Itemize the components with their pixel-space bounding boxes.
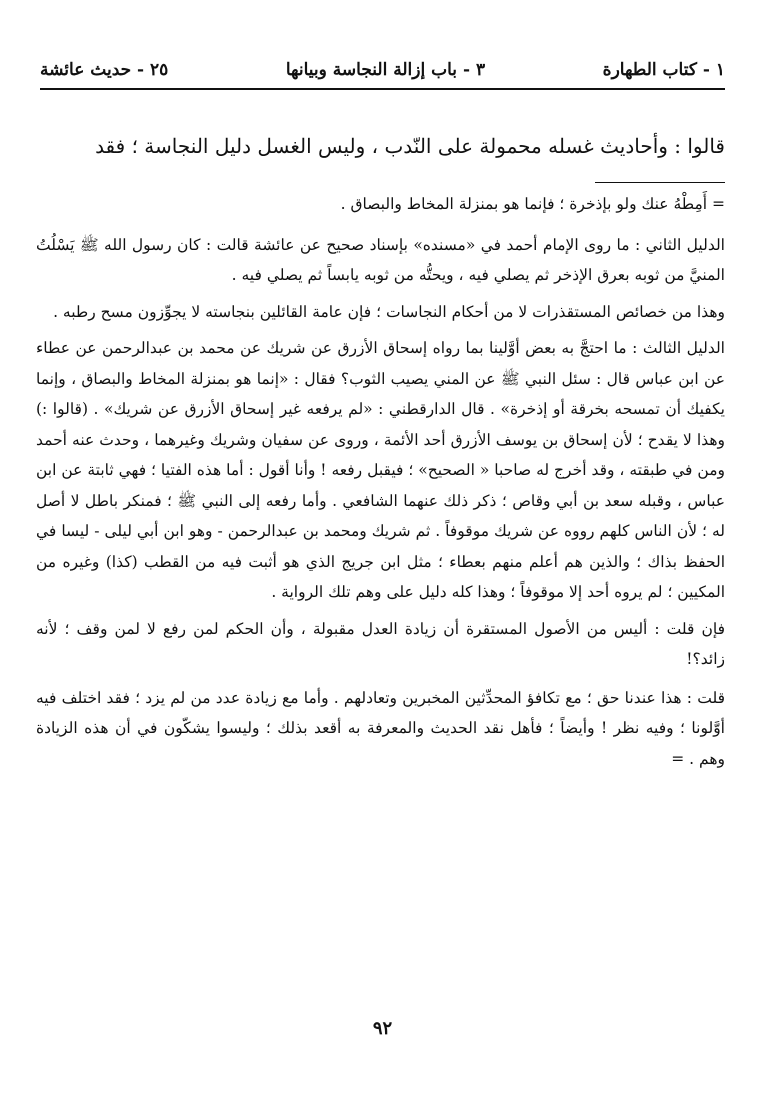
footnote-separator (595, 182, 725, 183)
footnote-paragraph: الدليل الثالث : ما احتجَّ به بعض أوَّلينا بما رواه إسحاق الأزرق عن شريك عن محمد بن عبدالرحمن عن عطاء عن ابن عباس قال : سئل النبي ﷺ عن المني يصيب الثوب؟ فقال : «إنما هو بمنزلة المخاط والبصاق ، وإنما يكفيك أن تمسحه بخرقة أو إذخرة» . قال الدارقطني : «لم يرفعه غير إسحاق الأزرق عن شريك» . (قالوا :) وهذا لا يقدح ؛ لأن إسحاق بن يوسف الأزرق أحد الأئمة ، وروى عن سفيان وشريك وغيرهما ، وحدث عنه أحمد ومن في طبقته ، وقد أخرج له صاحبا « الصحيح» ؛ فيقبل رفعه ! وأنا أقول : أما هذه الفتيا ؛ فهي ثابتة عن ابن عباس ، وقبله سعد بن أبي وقاص ؛ ذكر ذلك عنهما الشافعي . وأما رفعه إلى النبي ﷺ ؛ فمنكر باطل لا أصل له ؛ لأن الناس كلهم رووه عن شريك موقوفاً . ثم شريك ومحمد بن عبدالرحمن - وهو ابن أبي ليلى - ليسا في الحفظ بذاك ؛ والذين هم أعلم منهم بعطاء ؛ مثل ابن جريج الذي هو أثبت فيه من القطب (كذا) وغيره من المكيين ؛ لم يروه أحد إلا موقوفاً ؛ وهذا كله دليل على وهم تلك الرواية . (36, 339, 725, 601)
footnote-paragraph: قلت : هذا عندنا حق ؛ مع تكافؤ المحدِّثين المخبرين وتعادلهم . وأما مع زيادة عدد من لم يزد ؛ فقد اختلف فيه أوَّلونا ؛ وفيه نظر ! وأيضاً ؛ فأهل نقد الحديث والمعرفة به أقعد بذلك ؛ وليسوا يشكّون في أن هذه الزيادة وهم . = (36, 688, 725, 768)
footnote-paragraph: فإن قلت : أليس من الأصول المستقرة أن زيادة العدل مقبولة ، وأن الحكم لمن رفع لا لمن وقف ؛ لأنه زائد؟! (36, 619, 725, 668)
footnote-paragraph: = أَمِطْهُ عنك ولو بإذخرة ؛ فإنما هو بمنزلة المخاط والبصاق . (340, 195, 725, 213)
main-text: قالوا : وأحاديث غسله محمولة على النّدب ، وليس الغسل دليل النجاسة ؛ فقد (95, 134, 725, 158)
header-hadith-title: ٢٥ - حديث عائشة (40, 60, 169, 80)
running-header (40, 52, 725, 90)
footnote-paragraph: وهذا من خصائص المستقذرات لا من أحكام النجاسات ؛ فإن عامة القائلين بنجاسته لا يجوِّزون مسح رطبه . (53, 302, 725, 321)
footnote-paragraph: الدليل الثاني : ما روى الإمام أحمد في «مسنده» بإسناد صحيح عن عائشة قالت : كان رسول الله ﷺ يَسْلُتُ المنيَّ من ثوبه بعرق الإذخر ثم يصلي فيه ، ويحتُّه من ثوبه يابساً ثم يصلي فيه . (36, 235, 725, 284)
header-book-title: ١ - كتاب الطهارة (602, 60, 725, 80)
page-content (36, 128, 725, 780)
page-number: ٩٢ (372, 1018, 393, 1039)
header-chapter-title: ٣ - باب إزالة النجاسة وبيانها (285, 60, 486, 80)
